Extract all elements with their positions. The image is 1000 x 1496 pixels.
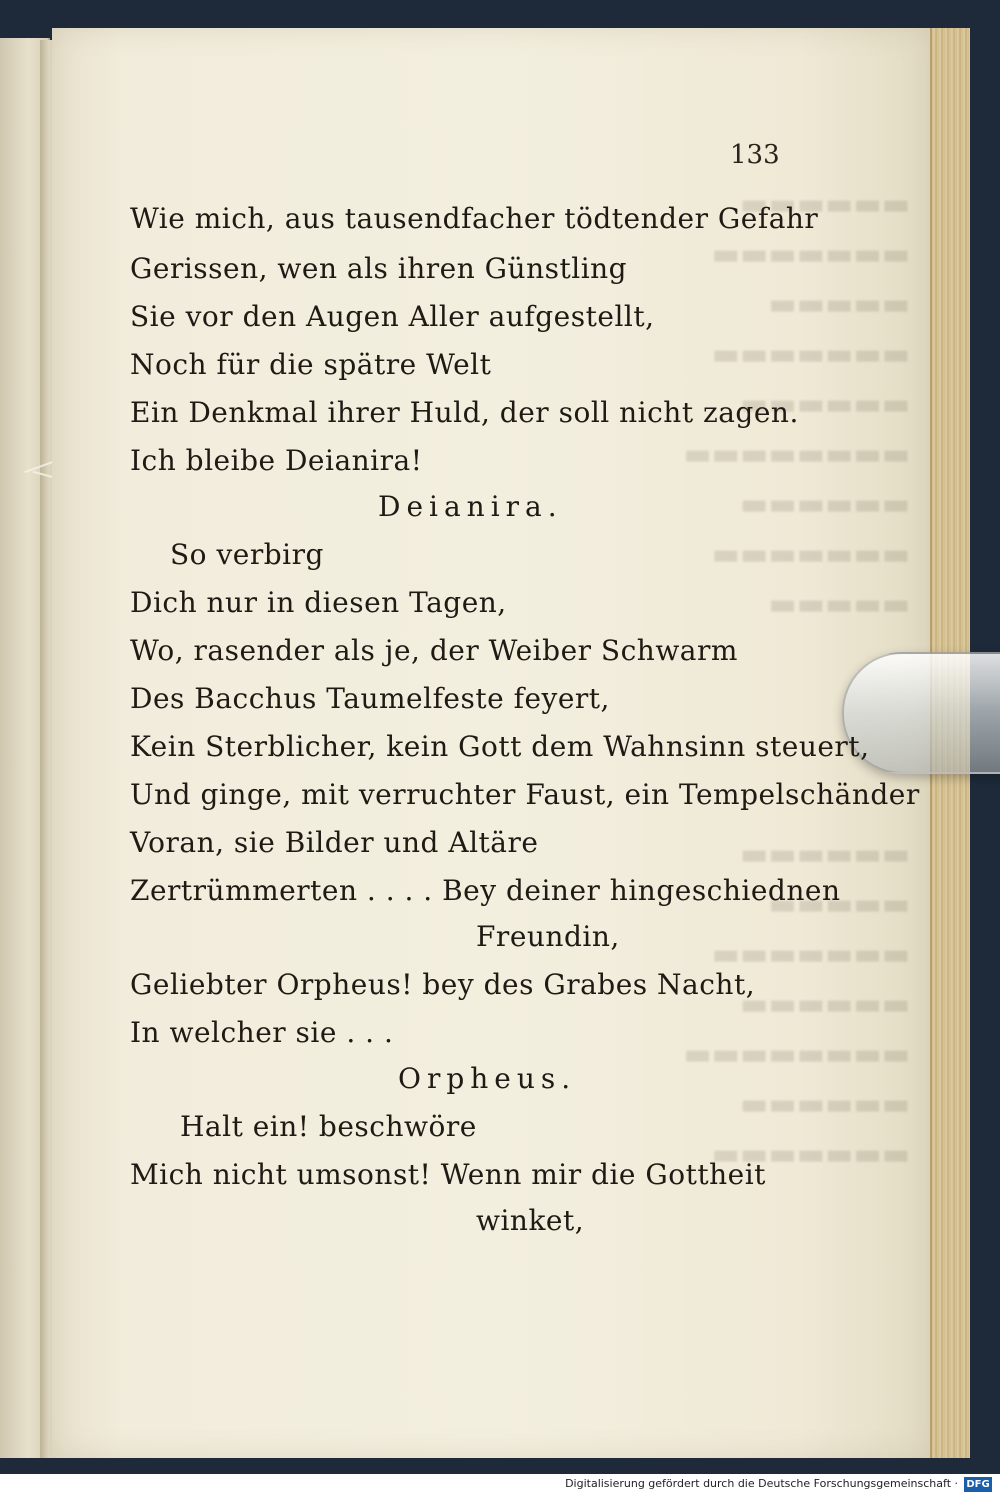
- speaker-name: Orpheus.: [398, 1062, 577, 1095]
- text-line: Freundin,: [476, 920, 620, 953]
- text-line: Kein Sterblicher, kein Gott dem Wahnsinn steuert,: [130, 730, 870, 763]
- dfg-logo-icon: DFG: [964, 1477, 992, 1492]
- footer-bar: [0, 1474, 1000, 1496]
- text-line: Und ginge, mit verruchter Faust, ein Tempelschänder: [130, 778, 920, 811]
- text-line: Voran, sie Bilder und Altäre: [130, 826, 539, 859]
- text-line: Gerissen, wen als ihren Günstling: [130, 252, 628, 285]
- text-line: Zertrümmerten . . . . Bey deiner hingeschiednen: [130, 874, 841, 907]
- bleed-through-text: ▬▬▬▬▬▬ ▬▬▬▬▬▬▬ ▬▬▬▬▬ ▬▬▬▬▬▬▬ ▬▬▬▬▬▬ ▬▬▬▬▬▬▬▬ ▬▬▬▬▬▬ ▬▬▬▬▬▬▬ ▬▬▬▬▬ ▬▬▬▬▬▬ ▬▬▬▬▬ ▬▬▬▬▬▬▬ ▬▬▬▬▬▬ ▬▬▬▬▬▬▬▬ ▬▬▬▬▬▬ ▬▬▬▬▬▬▬: [683, 187, 910, 1172]
- text-line: winket,: [476, 1204, 585, 1237]
- digitization-credit: Digitalisierung gefördert durch die Deutsche Forschungsgemeinschaft ·: [565, 1477, 958, 1490]
- text-line: Mich nicht umsonst! Wenn mir die Gottheit: [130, 1158, 766, 1191]
- text-line: Wie mich, aus tausendfacher tödtender Gefahr: [130, 202, 819, 235]
- text-line: Dich nur in diesen Tagen,: [130, 586, 507, 619]
- text-line: Sie vor den Augen Aller aufgestellt,: [130, 300, 655, 333]
- text-line: Des Bacchus Taumelfeste feyert,: [130, 682, 610, 715]
- text-line: Ich bleibe Deianira!: [130, 444, 423, 477]
- speaker-name: Deianira.: [378, 490, 563, 523]
- text-line: Ein Denkmal ihrer Huld, der soll nicht zagen.: [130, 396, 799, 429]
- text-line: Noch für die spätre Welt: [130, 348, 492, 381]
- text-line: So verbirg: [170, 538, 324, 571]
- text-line: Halt ein! beschwöre: [180, 1110, 477, 1143]
- text-line: Geliebter Orpheus! bey des Grabes Nacht,: [130, 968, 756, 1001]
- text-line: In welcher sie . . .: [130, 1016, 394, 1049]
- text-line: Wo, rasender als je, der Weiber Schwarm: [130, 634, 738, 667]
- page-number: 133: [730, 140, 780, 170]
